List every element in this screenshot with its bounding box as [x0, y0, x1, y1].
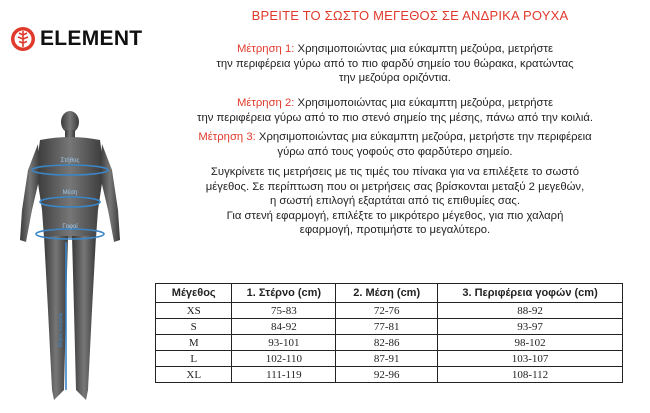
- column-header-waist: 2. Μέση (cm): [336, 284, 438, 303]
- hips-label: Γοφοί: [62, 224, 78, 230]
- size-cell: XS: [156, 303, 232, 319]
- table-row: [156, 335, 623, 351]
- measurement-3: [160, 130, 630, 159]
- chest-cell: 102-110: [232, 351, 336, 367]
- table-row: [156, 367, 623, 383]
- waist-cell: 72-76: [336, 303, 438, 319]
- comparison-line: εφαρμογή, προτιμήστε το μεγαλύτερο.: [299, 224, 491, 236]
- measurement-1-text: την περιφέρεια γύρω από το πιο φαρδύ σημείο του θώρακα, κρατώντας: [216, 57, 574, 70]
- comparison-line: μέγεθος. Σε περίπτωση που οι μετρήσεις σας βρίσκονται μεταξύ 2 μεγεθών,: [205, 180, 585, 193]
- hips-cell: 103-107: [438, 351, 623, 367]
- hips-cell: 88-92: [438, 303, 623, 319]
- waist-label: Μέση: [62, 190, 78, 196]
- waist-cell: 87-91: [336, 351, 438, 367]
- waist-cell: 92-96: [336, 367, 438, 383]
- hips-cell: 108-112: [438, 367, 623, 383]
- chest-cell: 93-101: [232, 335, 336, 351]
- hips-cell: 93-97: [438, 319, 623, 335]
- measurement-1-label: Μέτρηση 1:: [236, 43, 295, 55]
- comparison-line: η σωστή επιλογή εξαρτάται από τις επιθυμίες σας.: [270, 195, 520, 207]
- measurement-2-text: την περιφέρεια γύρω από το πιο στενό σημείο της μέσης, πάνω από την κοιλιά.: [196, 111, 593, 124]
- element-tree-icon: [10, 26, 36, 52]
- table-header-row: [156, 284, 623, 303]
- size-table: [155, 283, 623, 383]
- measurement-3-text: γύρω από τους γοφούς στο φαρδύτερο σημείο.: [277, 145, 513, 158]
- chest-cell: 84-92: [232, 319, 336, 335]
- column-header-size: Μέγεθος: [156, 284, 232, 303]
- page-title: ΒΡΕΙΤΕ ΤΟ ΣΩΣΤΟ ΜΕΓΕΘΟΣ ΣΕ ΑΝΔΡΙΚΑ ΡΟΥΧΑ: [251, 8, 569, 23]
- measurement-3-label: Μέτρηση 3:: [198, 131, 256, 143]
- comparison-note: [155, 165, 635, 238]
- measurement-1-text: την μεζούρα οριζόντια.: [339, 72, 451, 84]
- chest-cell: 75-83: [232, 303, 336, 319]
- chest-cell: 111-119: [232, 367, 336, 383]
- brand-name: ELEMENT: [40, 27, 143, 50]
- size-cell: L: [156, 351, 232, 367]
- size-cell: S: [156, 319, 232, 335]
- body-measurement-figure: [10, 110, 130, 410]
- waist-cell: 82-86: [336, 335, 438, 351]
- inseam-label: Μήκος εσωραφ: [58, 312, 64, 348]
- comparison-line: Συγκρίνετε τις μετρήσεις με τις τιμές του πίνακα για να επιλέξετε το σωστό: [210, 166, 580, 178]
- table-row: [156, 303, 623, 319]
- measurement-2-label: Μέτρηση 2:: [236, 97, 295, 109]
- size-cell: M: [156, 335, 232, 351]
- comparison-line: Για στενή εφαρμογή, επιλέξτε το μικρότερο μέγεθος, για πιο χαλαρή: [226, 209, 564, 222]
- measurement-1: [160, 42, 630, 86]
- waist-cell: 77-81: [336, 319, 438, 335]
- chest-label: Στήθος: [60, 158, 80, 164]
- hips-cell: 98-102: [438, 335, 623, 351]
- column-header-chest: 1. Στέρνο (cm): [232, 284, 336, 303]
- measurement-1-text: Χρησιμοποιώντας μια εύκαμπτη μεζούρα, μετρήστε: [297, 43, 554, 55]
- measurement-3-text: Χρησιμοποιώντας μια εύκαμπτη μεζούρα, μετρήστε την περιφέρεια: [258, 131, 592, 143]
- table-row: [156, 319, 623, 335]
- measurement-2: [160, 96, 630, 125]
- table-row: [156, 351, 623, 367]
- measurement-2-text: Χρησιμοποιώντας μια εύκαμπτη μεζούρα, μετρήστε: [297, 97, 554, 109]
- brand-logo: [10, 24, 142, 54]
- column-header-hips: 3. Περιφέρεια γοφών (cm): [438, 284, 623, 303]
- size-cell: XL: [156, 367, 232, 383]
